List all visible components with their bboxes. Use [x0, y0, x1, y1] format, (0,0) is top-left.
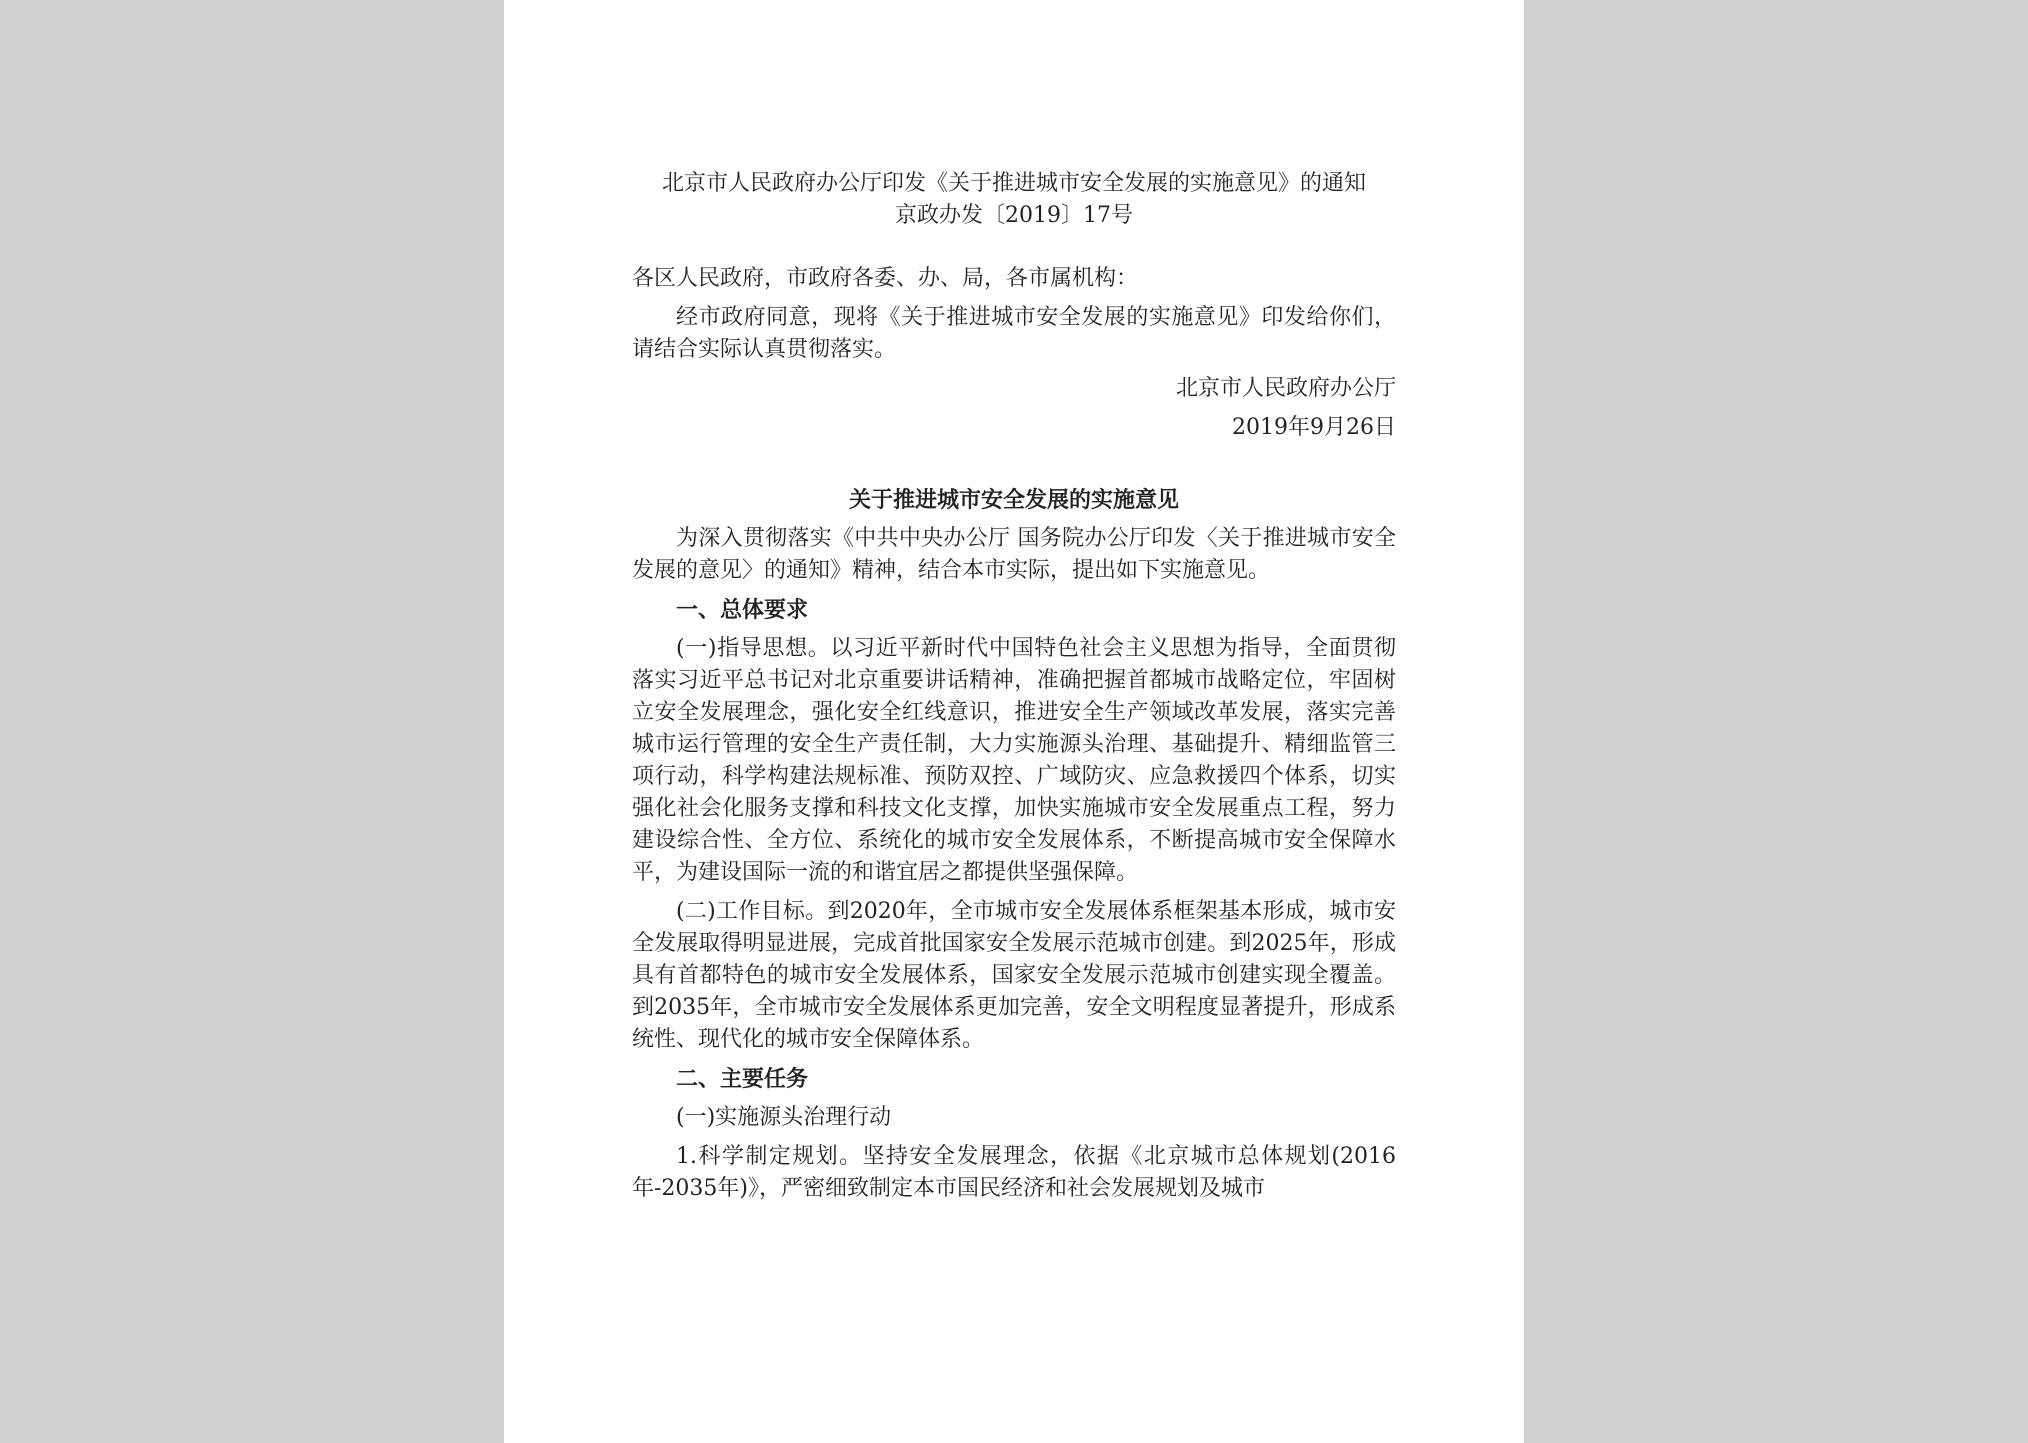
- notice-body: 经市政府同意，现将《关于推进城市安全发展的实施意见》印发给你们，请结合实际认真贯彻落实。: [632, 305, 1396, 362]
- salutation: 各区人民政府，市政府各委、办、局，各市属机构：: [632, 266, 1139, 291]
- opinion-title: 关于推进城市安全发展的实施意见: [848, 487, 1179, 513]
- document-page: [504, 0, 1524, 1443]
- subsection-source-governance: (一)实施源头治理行动: [676, 1105, 892, 1130]
- intro-paragraph: 为深入贯彻落实《中共中央办公厅 国务院办公厅印发〈关于推进城市安全发展的意见〉的通知》精神，结合本市实际，提出如下实施意见。: [632, 526, 1396, 583]
- section-heading-general-requirements: 一、总体要求: [676, 597, 809, 623]
- notice-title: 北京市人民政府办公厅印发《关于推进城市安全发展的实施意见》的通知: [661, 171, 1366, 196]
- item-scientific-planning: 1.科学制定规划。坚持安全发展理念，依据《北京城市总体规划(2016年-2035年)》，严密细致制定本市国民经济和社会发展规划及城市: [632, 1144, 1396, 1201]
- guiding-ideology-paragraph: (一)指导思想。以习近平新时代中国特色社会主义思想为指导，全面贯彻落实习近平总书记对北京重要讲话精神，准确把握首都城市战略定位，牢固树立安全发展理念，强化安全红线意识，推进安全生产领域改革发展，落实完善城市运行管理的安全生产责任制，大力实施源头治理、基础提升、精细监管三项行动，科学构建法规标准、预防双控、广域防灾、应急救援四个体系，切实强化社会化服务支撑和科技文化支撑，加快实施城市安全发展重点工程，努力建设综合性、全方位、系统化的城市安全发展体系，不断提高城市安全保障水平，为建设国际一流的和谐宜居之都提供坚强保障。: [632, 636, 1396, 885]
- issuer-signature: 北京市人民政府办公厅: [1175, 376, 1396, 401]
- document-number: 京政办发〔2019〕17号: [895, 203, 1133, 228]
- issue-date: 2019年9月26日: [1232, 415, 1396, 440]
- work-goals-paragraph: (二)工作目标。到2020年，全市城市安全发展体系框架基本形成，城市安全发展取得明显进展，完成首批国家安全发展示范城市创建。到2025年，形成具有首都特色的城市安全发展体系，国家安全发展示范城市创建实现全覆盖。到2035年，全市城市安全发展体系更加完善，安全文明程度显著提升，形成系统性、现代化的城市安全保障体系。: [632, 899, 1396, 1052]
- section-heading-main-tasks: 二、主要任务: [676, 1066, 809, 1092]
